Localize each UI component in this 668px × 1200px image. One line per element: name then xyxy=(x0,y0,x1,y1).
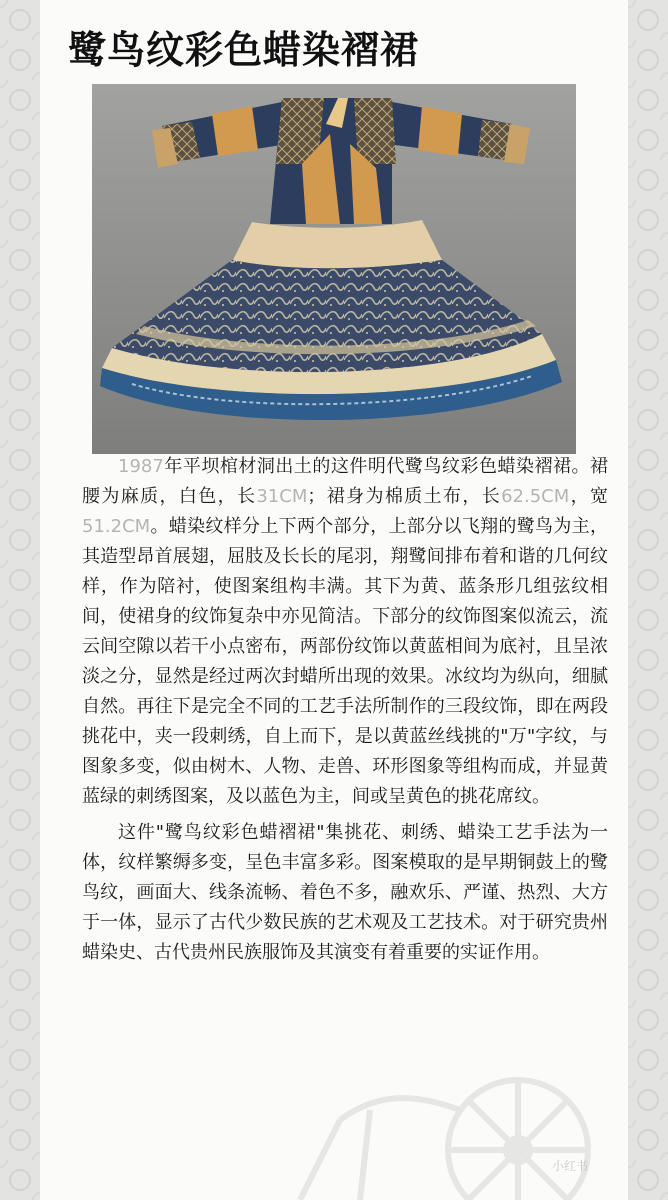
year-number: 1987 xyxy=(118,456,164,477)
paragraph-text: 年平坝棺材洞出土的这件明代鹭鸟纹彩色蜡染褶裙。裙腰为麻质，白色，长 xyxy=(82,456,608,507)
waist-length-number: 31CM xyxy=(256,486,308,507)
paragraph-text: ；裙身为棉质土布，长 xyxy=(307,486,502,507)
watermark-logo: 小红书 xyxy=(551,1159,588,1173)
skirt-length-number: 62.5CM xyxy=(501,486,570,507)
garment-photo xyxy=(92,84,576,454)
garment-illustration xyxy=(92,84,576,454)
article-page xyxy=(40,0,628,1200)
right-decorative-border xyxy=(628,0,668,1200)
background-cart-illustration xyxy=(40,1000,628,1200)
paragraph-text: ，宽 xyxy=(569,486,609,507)
article-paragraph-1 xyxy=(82,452,608,812)
paragraph-text: 。蜡染纹样分上下两个部分，上部分以飞翔的鹭鸟为主，其造型昂首展翅，屈肢及长长的尾羽，翔鹭间排布着和谐的几何纹样，作为陪衬，使图案组构丰满。其下为黄、蓝条形几组弦纹相间，使裙身的纹饰复杂中亦见简洁。下部分的纹饰图案似流云，流云间空隙以若干小点密布，两部份纹饰以黄蓝相间为底衬，且呈浓淡之分，显然是经过两次封蜡所出现的效果。冰纹均为纵向，细腻自然。再往下是完全不同的工艺手法所制作的三段纹饰，即在两段挑花中，夹一段刺绣，自上而下，是以黄蓝丝线挑的"万"字纹，与图象多变，似由树木、人物、走兽、环形图象等组构而成，并显黄蓝绿的刺绣图案，及以蓝色为主，间或呈黄色的挑花席纹。 xyxy=(82,516,608,807)
skirt-width-number: 51.2CM xyxy=(82,516,151,537)
left-decorative-border xyxy=(0,0,40,1200)
article-body xyxy=(82,452,608,974)
article-title: 鹭鸟纹彩色蜡染褶裙 xyxy=(68,28,420,72)
article-paragraph-2: 这件"鹭鸟纹彩色蜡褶裙"集挑花、刺绣、蜡染工艺手法为一体，纹样繁缛多变，呈色丰富多彩。图案模取的是早期铜鼓上的鹭鸟纹，画面大、线条流畅、着色不多，融欢乐、严谨、热烈、大方于一体，显示了古代少数民族的艺术观及工艺技术。对于研究贵州蜡染史、古代贵州民族服饰及其演变有着重要的实证作用。 xyxy=(82,822,608,963)
